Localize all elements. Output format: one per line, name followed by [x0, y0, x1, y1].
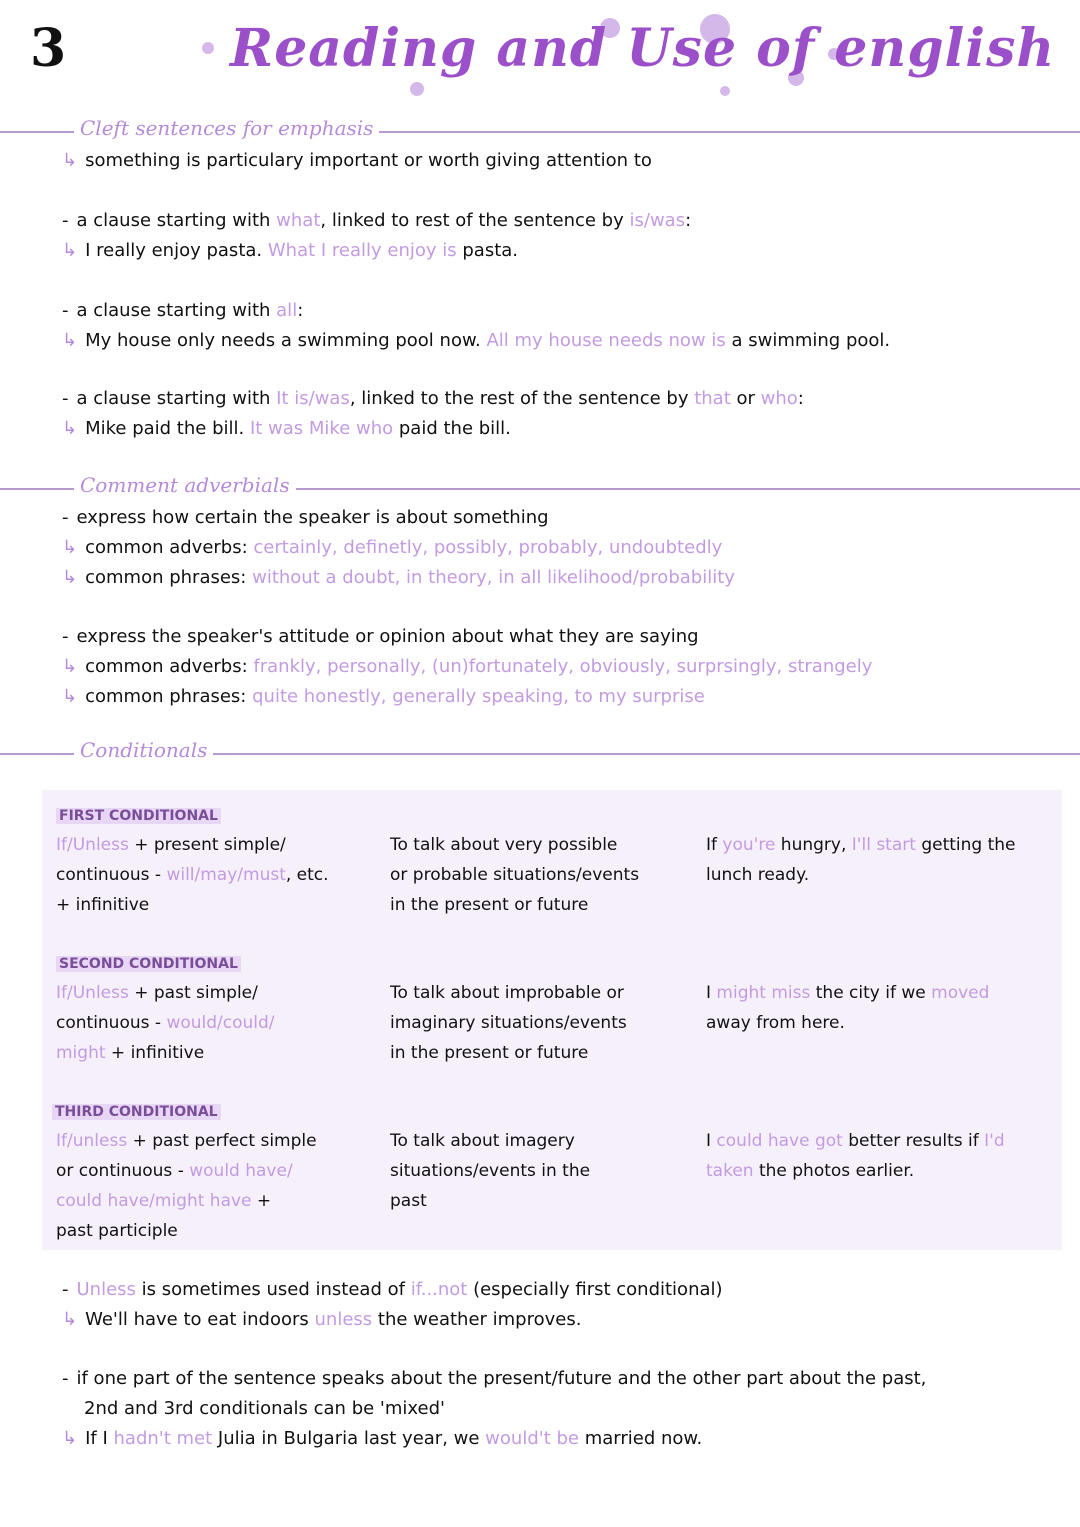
page-title: Reading and Use of english — [230, 18, 1056, 79]
second-conditional-label: SECOND CONDITIONAL — [56, 956, 241, 972]
cleft-rule-it: - a clause starting with It is/was, linked to the rest of the sentence by that or who: — [62, 388, 804, 409]
third-conditional-label: THIRD CONDITIONAL — [52, 1104, 221, 1120]
arrow-icon: ↳ — [62, 686, 78, 707]
first-conditional-use: To talk about very possible or probable situations/events in the present or future — [390, 835, 640, 915]
section-title-cleft: Cleft sentences for emphasis — [74, 116, 379, 140]
arrow-icon: ↳ — [62, 150, 78, 171]
cleft-example-it: ↳ Mike paid the bill. It was Mike who paid the bill. — [62, 418, 511, 439]
decor-dot — [202, 42, 214, 54]
comment-certainty-phrases: ↳ common phrases: without a doubt, in theory, in all likelihood/probability — [62, 567, 735, 588]
arrow-icon: ↳ — [62, 418, 78, 439]
cleft-intro: ↳ something is particulary important or worth giving attention to — [62, 150, 652, 171]
cleft-rule-all: - a clause starting with all: — [62, 300, 304, 321]
arrow-icon: ↳ — [62, 537, 78, 558]
first-conditional-label: FIRST CONDITIONAL — [56, 808, 221, 824]
section-title-comment: Comment adverbials — [74, 473, 296, 497]
mixed-note: - if one part of the sentence speaks about the present/future and the other part about the past, — [62, 1368, 927, 1389]
third-conditional-use: To talk about imagery situations/events in the past — [390, 1131, 591, 1211]
third-conditional-form: If/unless + past perfect simple or continuous - would have/ could have/might have + past participle — [56, 1131, 317, 1241]
arrow-icon: ↳ — [62, 1428, 78, 1449]
second-conditional-form: If/Unless + past simple/ continuous - would/could/ might + infinitive — [56, 983, 275, 1063]
arrow-icon: ↳ — [62, 330, 78, 351]
arrow-icon: ↳ — [62, 240, 78, 261]
unless-example: ↳ We'll have to eat indoors unless the weather improves. — [62, 1309, 582, 1330]
comment-attitude-phrases: ↳ common phrases: quite honestly, generally speaking, to my surprise — [62, 686, 705, 707]
third-conditional-example: I could have got better results if I'd taken the photos earlier. — [706, 1131, 1005, 1181]
arrow-icon: ↳ — [62, 567, 78, 588]
page-number: 3 — [30, 18, 67, 79]
cleft-example-all: ↳ My house only needs a swimming pool now. All my house needs now is a swimming pool. — [62, 330, 891, 351]
arrow-icon: ↳ — [62, 656, 78, 677]
first-conditional-example: If you're hungry, I'll start getting the lunch ready. — [706, 835, 1016, 885]
comment-attitude-adverbs: ↳ common adverbs: frankly, personally, (un)fortunately, obviously, surprsingly, strangely — [62, 656, 873, 677]
cleft-rule-what: - a clause starting with what, linked to rest of the sentence by is/was: — [62, 210, 692, 231]
cleft-example-what: ↳ I really enjoy pasta. What I really enjoy is pasta. — [62, 240, 519, 261]
decor-dot — [720, 86, 730, 96]
arrow-icon: ↳ — [62, 1309, 78, 1330]
comment-bullet-certainty: - express how certain the speaker is about something — [62, 507, 549, 528]
mixed-example: ↳ If I hadn't met Julia in Bulgaria last year, we would't be married now. — [62, 1428, 703, 1449]
mixed-note-cont: 2nd and 3rd conditionals can be 'mixed' — [84, 1398, 445, 1419]
comment-bullet-attitude: - express the speaker's attitude or opinion about what they are saying — [62, 626, 699, 647]
second-conditional-example: I might miss the city if we moved away from here. — [706, 983, 990, 1033]
decor-dot — [410, 82, 424, 96]
comment-certainty-adverbs: ↳ common adverbs: certainly, definetly, possibly, probably, undoubtedly — [62, 537, 723, 558]
unless-note: - Unless is sometimes used instead of if...not (especially first conditional) — [62, 1279, 723, 1300]
first-conditional-form: If/Unless + present simple/ continuous - will/may/must, etc. + infinitive — [56, 835, 329, 915]
conditionals-table — [42, 790, 1062, 1250]
second-conditional-use: To talk about improbable or imaginary situations/events in the present or future — [390, 983, 627, 1063]
section-title-conditionals: Conditionals — [74, 738, 213, 762]
